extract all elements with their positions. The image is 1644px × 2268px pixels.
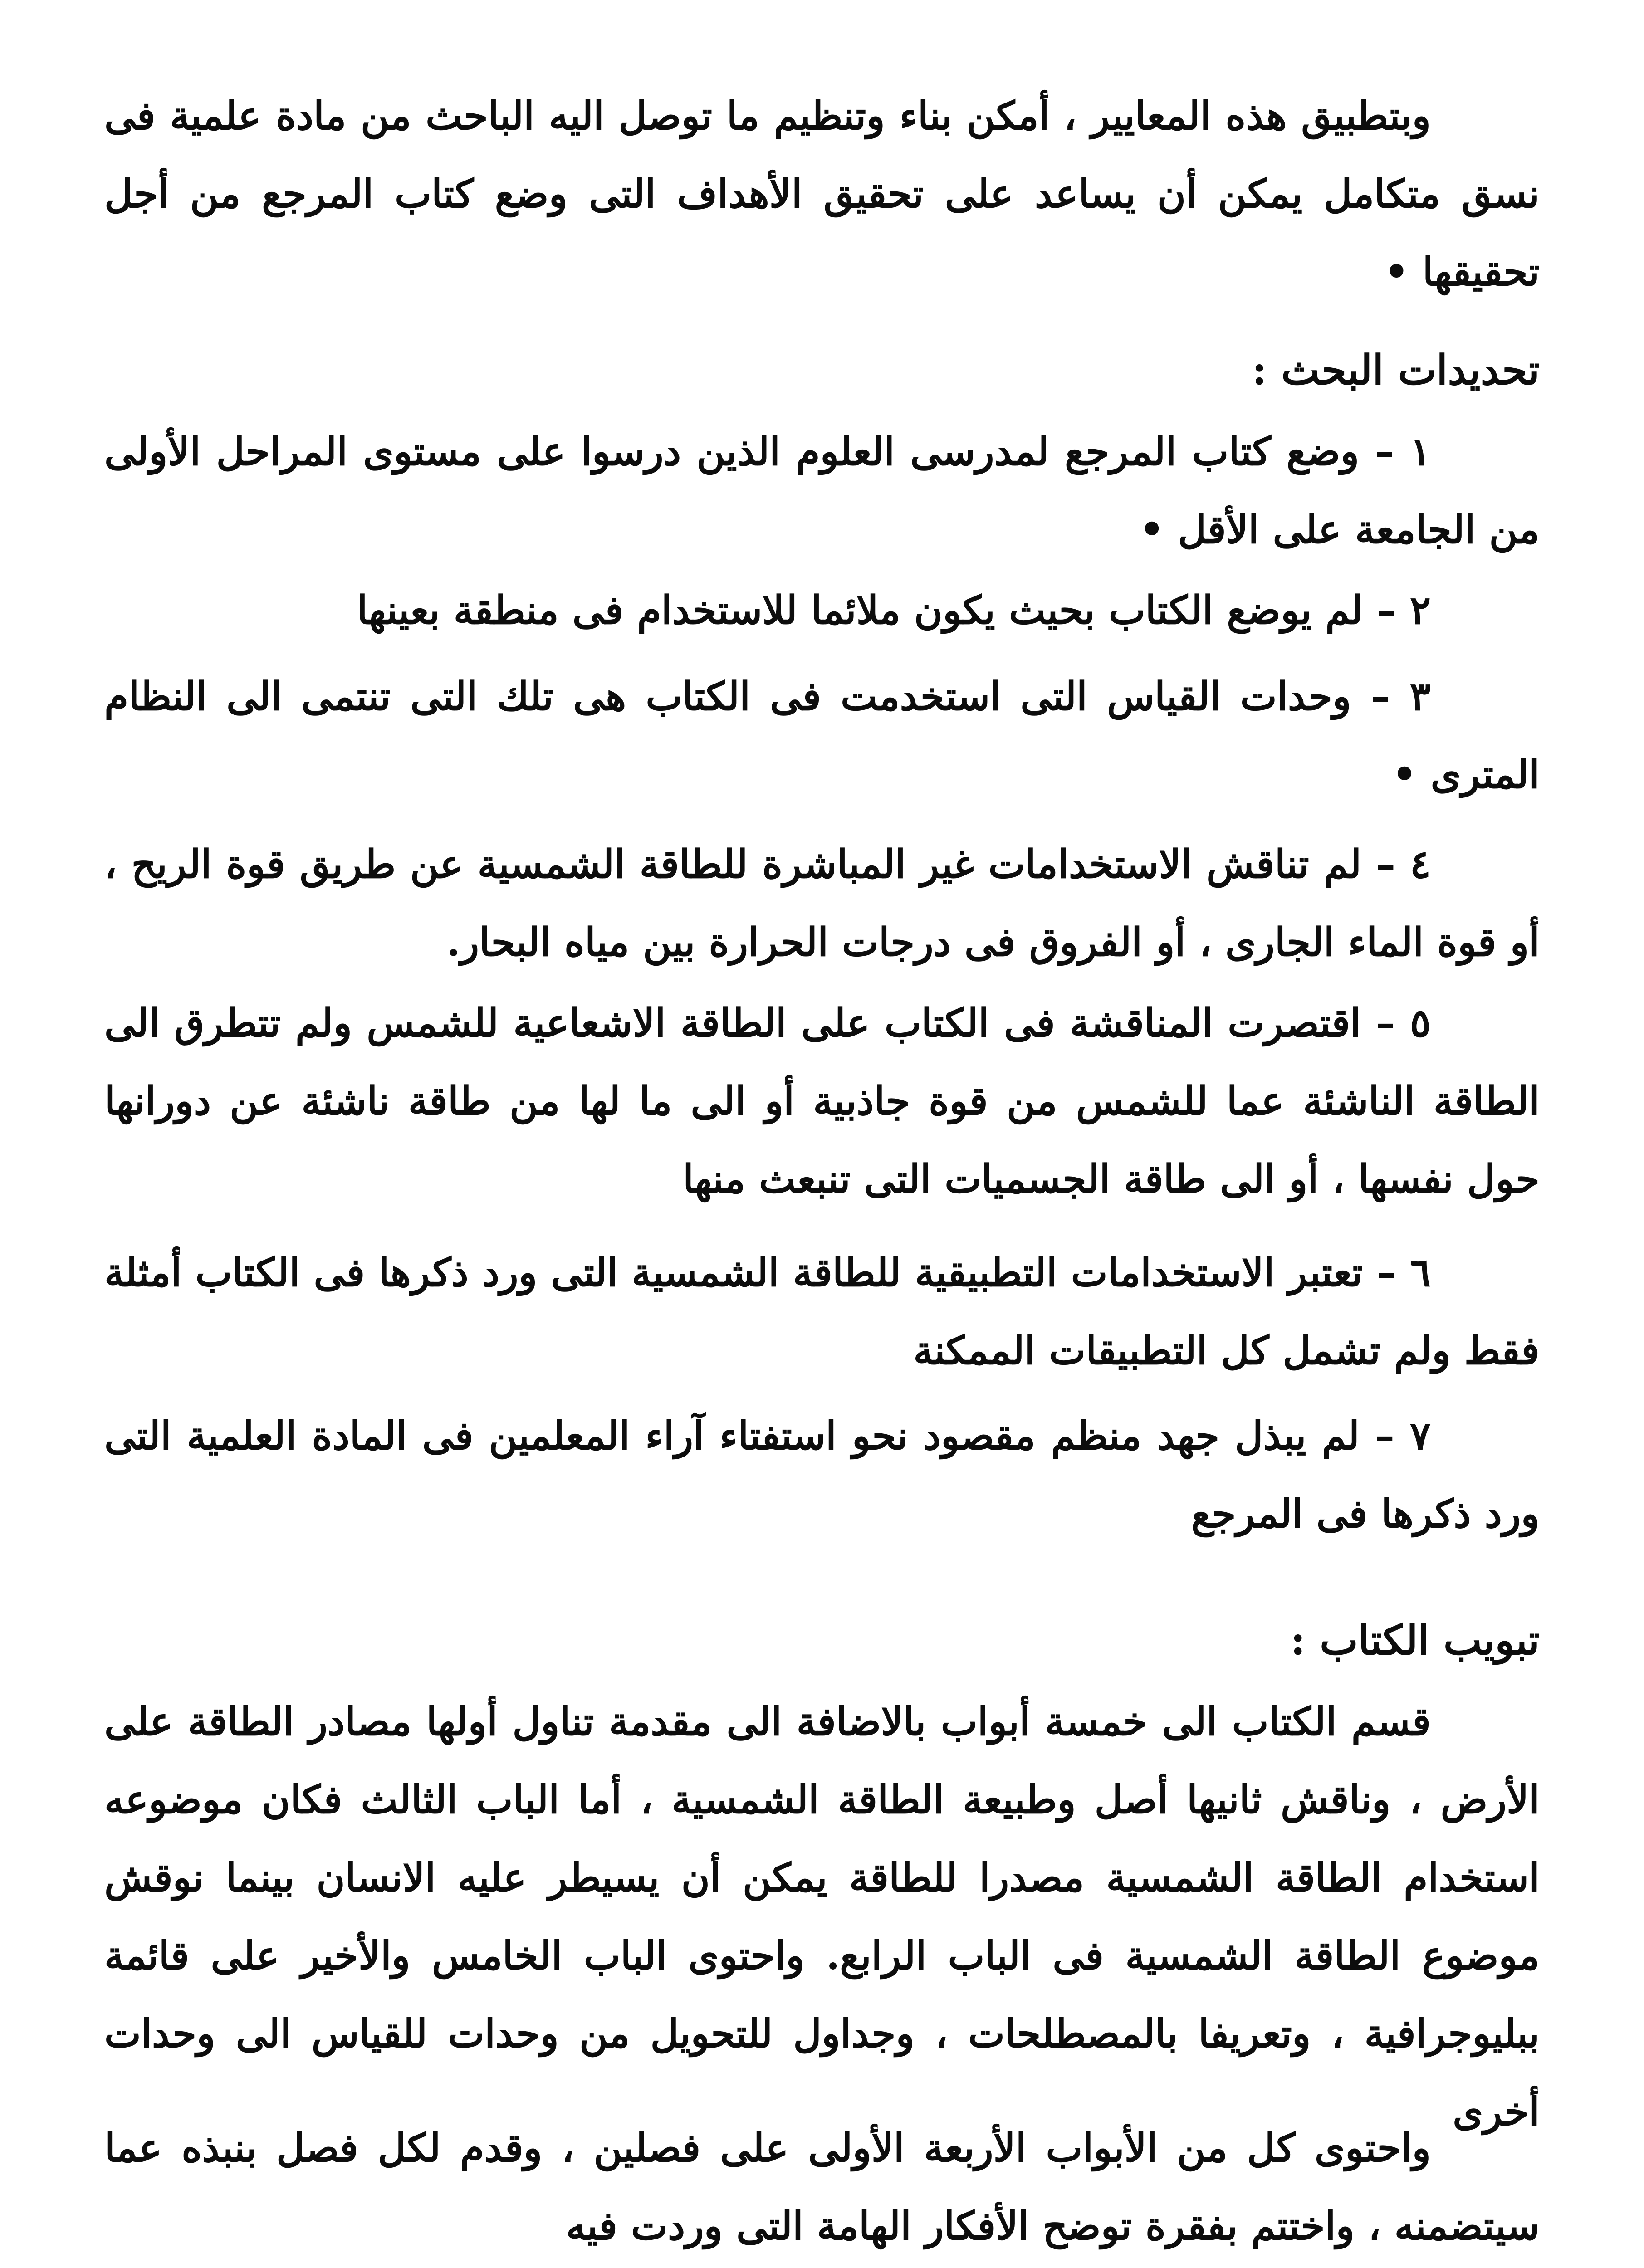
limitation-number-2: ٢: [1409, 587, 1431, 633]
limitation-number-3: ٣: [1409, 674, 1431, 719]
limitation-number-6: ٦: [1409, 1250, 1431, 1295]
limitation-item-1: ١ – وضع كتاب المرجع لمدرسى العلوم الذين درسوا على مستوى المراحل الأولى من الجامعة على الأقل •: [104, 429, 1540, 552]
limitation-number-1: ١: [1409, 429, 1431, 474]
limitation-item-4: ٤ – لم تناقش الاستخدامات غير المباشرة للطاقة الشمسية عن طريق قوة الريح ، أو قوة الماء الجارى ، أو الفروق فى درجات الحرارة بين مياه البحار.: [104, 841, 1540, 965]
limitation-text-2: لم يوضع الكتاب بحيث يكون ملائما للاستخدام فى منطقة بعينها: [357, 587, 1363, 633]
limitation-number-7: ٧: [1409, 1413, 1431, 1459]
limitation-text-7: لم يبذل جهد منظم مقصود نحو استفتاء آراء المعلمين فى المادة العلمية التى ورد ذكرها فى المرجع: [104, 1413, 1540, 1537]
limitation-item-3: ٣ – وحدات القياس التى استخدمت فى الكتاب هى تلك التى تنتمى الى النظام المترى •: [104, 674, 1540, 797]
chapters-paragraph-1: قسم الكتاب الى خمسة أبواب بالاضافة الى مقدمة تناول أولها مصادر الطاقة على الأرض ، وناقش ثانيها أصل وطبيعة الطاقة الشمسية ، أما الباب الثالث فكان موضوعه استخدام الطاقة الشمسية مصدرا للطاقة يمكن أن يسيطر عليه الانسان بينما نوقش موضوع الطاقة الشمسية فى الباب الرابع. واحتوى الباب الخامس والأخير على قائمة ببليوجرافية ، وتعريفا بالمصطلحات ، وجداول للتحويل من وحدات للقياس الى وحدات أخرى: [104, 1699, 1540, 2135]
limitation-item-6: ٦ – تعتبر الاستخدامات التطبيقية للطاقة الشمسية التى ورد ذكرها فى الكتاب أمثلة فقط ولم تشمل كل التطبيقات الممكنة: [104, 1250, 1540, 1374]
limitation-text-3: وحدات القياس التى استخدمت فى الكتاب هى تلك التى تنتمى الى النظام المترى •: [104, 674, 1540, 797]
limitation-text-1: وضع كتاب المرجع لمدرسى العلوم الذين درسوا على مستوى المراحل الأولى من الجامعة على الأقل •: [104, 429, 1540, 552]
limitation-item-5: ٥ – اقتصرت المناقشة فى الكتاب على الطاقة الاشعاعية للشمس ولم تتطرق الى الطاقة الناشئة عما للشمس من قوة جاذبية أو الى ما لها من طاقة ناشئة عن دورانها حول نفسها ، أو الى طاقة الجسميات التى تنبعث منها: [104, 1000, 1540, 1202]
chapters-paragraph-2: واحتوى كل من الأبواب الأربعة الأولى على فصلين ، وقدم لكل فصل بنبذه عما سيتضمنه ، واختتم بفقرة توضح الأفكار الهامة التى وردت فيه: [104, 2125, 1540, 2249]
intro-paragraph: وبتطبيق هذه المعايير ، أمكن بناء وتنظيم ما توصل اليه الباحث من مادة علمية فى نسق متكامل يمكن أن يساعد على تحقيق الأهداف التى وضع كتاب المرجع من أجل تحقيقها •: [104, 93, 1540, 295]
limitation-item-7: ٧ – لم يبذل جهد منظم مقصود نحو استفتاء آراء المعلمين فى المادة العلمية التى ورد ذكرها فى المرجع: [104, 1413, 1540, 1537]
limitation-item-2: ٢ – لم يوضع الكتاب بحيث يكون ملائما للاستخدام فى منطقة بعينها: [357, 587, 1431, 633]
limitation-text-6: تعتبر الاستخدامات التطبيقية للطاقة الشمسية التى ورد ذكرها فى الكتاب أمثلة فقط ولم تشمل كل التطبيقات الممكنة: [104, 1250, 1540, 1374]
limitation-text-4: لم تناقش الاستخدامات غير المباشرة للطاقة الشمسية عن طريق قوة الريح ، أو قوة الماء الجارى ، أو الفروق فى درجات الحرارة بين مياه البحار.: [104, 841, 1540, 965]
limitation-text-5: اقتصرت المناقشة فى الكتاب على الطاقة الاشعاعية للشمس ولم تتطرق الى الطاقة الناشئة عما للشمس من قوة جاذبية أو الى ما لها من طاقة ناشئة عن دورانها حول نفسها ، أو الى طاقة الجسميات التى تنبعث منها: [104, 1000, 1540, 1202]
limitations-heading: تحديدات البحث :: [1252, 346, 1540, 394]
limitation-number-4: ٤: [1409, 841, 1431, 887]
chapters-heading: تبويب الكتاب :: [1290, 1616, 1540, 1664]
limitation-number-5: ٥: [1409, 1000, 1431, 1046]
